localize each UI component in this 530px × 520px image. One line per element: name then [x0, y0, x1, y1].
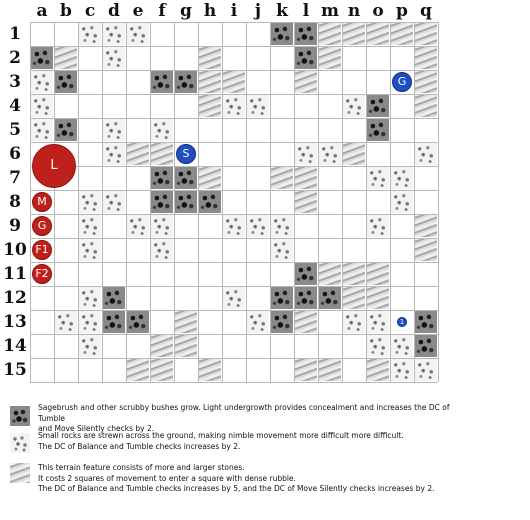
terrain-brush-cell[interactable]	[30, 46, 53, 69]
terrain-stones-cell[interactable]	[414, 46, 437, 69]
grid-line-vertical	[270, 22, 271, 382]
column-label-j: j	[254, 1, 262, 21]
terrain-rocks-cell[interactable]	[222, 94, 245, 117]
terrain-stones-cell[interactable]	[222, 70, 245, 93]
row-label-3: 3	[9, 72, 21, 92]
terrain-brush-cell[interactable]	[150, 166, 173, 189]
terrain-stones-cell[interactable]	[294, 358, 317, 381]
grid-line-vertical	[30, 22, 31, 382]
column-label-l: l	[302, 1, 310, 21]
terrain-stones-cell[interactable]	[414, 94, 437, 117]
token-blue-s[interactable]: S	[176, 144, 196, 164]
grid-line-vertical	[246, 22, 247, 382]
grid-line-vertical	[126, 22, 127, 382]
terrain-stones-cell[interactable]	[318, 22, 341, 45]
terrain-brush-cell[interactable]	[174, 166, 197, 189]
legend-line: This terrain feature consists of more and larger stones.	[38, 463, 245, 472]
terrain-stones-cell[interactable]	[294, 166, 317, 189]
terrain-stones-cell[interactable]	[366, 358, 389, 381]
grid-line-horizontal	[30, 310, 438, 311]
terrain-stones-cell[interactable]	[150, 334, 173, 357]
token-red-l[interactable]: L	[32, 144, 76, 188]
terrain-stones-cell[interactable]	[150, 358, 173, 381]
terrain-rocks-cell[interactable]	[126, 22, 149, 45]
terrain-stones-cell[interactable]	[366, 22, 389, 45]
legend-line: It costs 2 squares of movement to enter a square with dense rubble.	[38, 473, 296, 483]
grid-line-horizontal	[30, 262, 438, 263]
terrain-brush-cell[interactable]	[54, 70, 77, 93]
legend-line: Small rocks are strewn across the ground, making nimble movement more difficult more difficult.	[38, 431, 404, 440]
legend-sagebrush-text	[38, 403, 478, 435]
terrain-stones-cell[interactable]	[174, 310, 197, 333]
terrain-stones-cell[interactable]	[342, 22, 365, 45]
terrain-stones-cell[interactable]	[126, 358, 149, 381]
row-label-14: 14	[3, 336, 27, 356]
terrain-rocks-cell[interactable]	[78, 310, 101, 333]
large-stones-icon	[10, 463, 30, 483]
terrain-stones-cell[interactable]	[414, 214, 437, 237]
grid-line-vertical	[318, 22, 319, 382]
token-blue-g[interactable]: G	[392, 72, 412, 92]
column-label-a: a	[36, 1, 48, 21]
terrain-brush-cell[interactable]	[294, 46, 317, 69]
legend-line: and Move Silently checks by 2.	[38, 424, 155, 433]
terrain-stones-cell[interactable]	[198, 166, 221, 189]
terrain-rocks-cell[interactable]	[366, 214, 389, 237]
terrain-rocks-cell[interactable]	[150, 118, 173, 141]
grid-line-horizontal	[30, 382, 438, 383]
terrain-rocks-cell[interactable]	[78, 238, 101, 261]
terrain-rocks-cell[interactable]	[366, 310, 389, 333]
column-label-n: n	[347, 1, 361, 21]
row-label-2: 2	[9, 48, 21, 68]
terrain-rocks-cell[interactable]	[30, 94, 53, 117]
terrain-brush-cell[interactable]	[294, 262, 317, 285]
terrain-rocks-cell[interactable]	[246, 94, 269, 117]
legend-line: Sagebrush and other scrubby bushes grow. Light undergrowth provides concealment and increases the DC of Tumble	[38, 403, 450, 423]
terrain-stones-cell[interactable]	[294, 70, 317, 93]
terrain-stones-cell[interactable]	[198, 358, 221, 381]
terrain-rocks-cell[interactable]	[150, 238, 173, 261]
terrain-rocks-cell[interactable]	[390, 334, 413, 357]
terrain-rocks-cell[interactable]	[270, 214, 293, 237]
terrain-rocks-cell[interactable]	[342, 94, 365, 117]
terrain-rocks-cell[interactable]	[78, 22, 101, 45]
map-grid[interactable]	[30, 22, 438, 382]
terrain-brush-cell[interactable]	[294, 22, 317, 45]
terrain-rocks-cell[interactable]	[102, 118, 125, 141]
terrain-legend	[0, 395, 530, 520]
terrain-stones-cell[interactable]	[414, 22, 437, 45]
column-label-q: q	[420, 1, 432, 21]
terrain-rocks-cell[interactable]	[366, 166, 389, 189]
legend-line: The DC of Balance and Tumble checks increases by 2.	[38, 441, 241, 451]
grid-line-vertical	[438, 22, 439, 382]
terrain-stones-cell[interactable]	[126, 142, 149, 165]
row-label-10: 10	[3, 240, 27, 260]
grid-line-vertical	[198, 22, 199, 382]
terrain-stones-cell[interactable]	[366, 262, 389, 285]
terrain-brush-cell[interactable]	[270, 22, 293, 45]
terrain-stones-cell[interactable]	[198, 70, 221, 93]
row-label-15: 15	[3, 360, 27, 380]
grid-line-horizontal	[30, 46, 438, 47]
terrain-stones-cell[interactable]	[198, 46, 221, 69]
terrain-rocks-cell[interactable]	[246, 310, 269, 333]
column-label-m: m	[321, 1, 339, 21]
grid-line-horizontal	[30, 286, 438, 287]
terrain-rocks-cell[interactable]	[342, 310, 365, 333]
row-label-13: 13	[3, 312, 27, 332]
grid-line-horizontal	[30, 190, 438, 191]
column-label-d: d	[108, 1, 120, 21]
terrain-rocks-cell[interactable]	[246, 214, 269, 237]
grid-line-vertical	[78, 22, 79, 382]
column-label-c: c	[84, 1, 96, 21]
grid-line-vertical	[222, 22, 223, 382]
terrain-brush-cell[interactable]	[270, 310, 293, 333]
terrain-brush-cell[interactable]	[102, 286, 125, 309]
column-label-p: p	[396, 1, 408, 21]
terrain-rocks-cell[interactable]	[150, 214, 173, 237]
grid-line-vertical	[390, 22, 391, 382]
terrain-rocks-cell[interactable]	[390, 166, 413, 189]
column-label-i: i	[230, 1, 238, 21]
terrain-stones-cell[interactable]	[294, 310, 317, 333]
terrain-brush-cell[interactable]	[366, 94, 389, 117]
terrain-rocks-cell[interactable]	[102, 142, 125, 165]
terrain-rocks-cell[interactable]	[78, 286, 101, 309]
terrain-stones-cell[interactable]	[342, 286, 365, 309]
row-label-7: 7	[9, 168, 21, 188]
terrain-brush-cell[interactable]	[174, 70, 197, 93]
grid-line-vertical	[342, 22, 343, 382]
terrain-brush-cell[interactable]	[150, 70, 173, 93]
grid-line-vertical	[294, 22, 295, 382]
terrain-brush-cell[interactable]	[366, 118, 389, 141]
terrain-stones-cell[interactable]	[294, 190, 317, 213]
column-label-o: o	[372, 1, 384, 21]
terrain-rocks-cell[interactable]	[102, 190, 125, 213]
terrain-rocks-cell[interactable]	[270, 238, 293, 261]
terrain-rocks-cell[interactable]	[390, 190, 413, 213]
terrain-stones-cell[interactable]	[54, 46, 77, 69]
grid-line-horizontal	[30, 94, 438, 95]
terrain-stones-cell[interactable]	[174, 334, 197, 357]
column-label-h: h	[203, 1, 217, 21]
column-label-k: k	[276, 1, 288, 21]
token-blue-1[interactable]: 1	[397, 317, 407, 327]
terrain-brush-cell[interactable]	[414, 310, 437, 333]
terrain-rocks-cell[interactable]	[366, 334, 389, 357]
terrain-rocks-cell[interactable]	[222, 286, 245, 309]
grid-line-horizontal	[30, 214, 438, 215]
row-label-11: 11	[3, 264, 27, 284]
grid-line-vertical	[174, 22, 175, 382]
terrain-brush-cell[interactable]	[174, 190, 197, 213]
terrain-stones-cell[interactable]	[390, 22, 413, 45]
row-label-1: 1	[9, 24, 21, 44]
row-label-8: 8	[9, 192, 21, 212]
terrain-brush-cell[interactable]	[270, 286, 293, 309]
grid-line-horizontal	[30, 142, 438, 143]
terrain-rocks-cell[interactable]	[390, 358, 413, 381]
terrain-brush-cell[interactable]	[294, 286, 317, 309]
terrain-stones-cell[interactable]	[150, 142, 173, 165]
terrain-rocks-cell[interactable]	[294, 142, 317, 165]
terrain-rocks-cell[interactable]	[102, 46, 125, 69]
row-label-9: 9	[9, 216, 21, 236]
terrain-rocks-cell[interactable]	[102, 22, 125, 45]
grid-line-vertical	[366, 22, 367, 382]
terrain-rocks-cell[interactable]	[222, 214, 245, 237]
terrain-rocks-cell[interactable]	[318, 142, 341, 165]
terrain-brush-cell[interactable]	[198, 190, 221, 213]
token-red-g[interactable]: G	[32, 216, 52, 236]
terrain-rocks-cell[interactable]	[54, 310, 77, 333]
grid-line-horizontal	[30, 358, 438, 359]
column-label-f: f	[158, 1, 166, 21]
terrain-brush-cell[interactable]	[150, 190, 173, 213]
terrain-stones-cell[interactable]	[318, 358, 341, 381]
token-red-m[interactable]: M	[32, 192, 52, 212]
grid-line-horizontal	[30, 334, 438, 335]
row-label-5: 5	[9, 120, 21, 140]
terrain-stones-cell[interactable]	[270, 166, 293, 189]
terrain-stones-cell[interactable]	[318, 46, 341, 69]
terrain-brush-cell[interactable]	[126, 310, 149, 333]
terrain-stones-cell[interactable]	[342, 262, 365, 285]
grid-line-vertical	[54, 22, 55, 382]
terrain-stones-cell[interactable]	[366, 286, 389, 309]
token-red-f2[interactable]: F2	[32, 264, 52, 284]
sagebrush-icon	[10, 406, 30, 426]
grid-line-horizontal	[30, 118, 438, 119]
column-label-g: g	[180, 1, 192, 21]
row-label-4: 4	[9, 96, 21, 116]
column-label-e: e	[132, 1, 144, 21]
terrain-rocks-cell[interactable]	[30, 118, 53, 141]
terrain-rocks-cell[interactable]	[30, 70, 53, 93]
terrain-stones-cell[interactable]	[414, 238, 437, 261]
terrain-rocks-cell[interactable]	[414, 358, 437, 381]
terrain-stones-cell[interactable]	[318, 262, 341, 285]
terrain-stones-cell[interactable]	[198, 94, 221, 117]
terrain-rocks-cell[interactable]	[78, 334, 101, 357]
grid-line-horizontal	[30, 22, 438, 23]
row-label-12: 12	[3, 288, 27, 308]
terrain-brush-cell[interactable]	[102, 310, 125, 333]
small-rocks-icon	[10, 433, 30, 453]
token-red-f1[interactable]: F1	[32, 240, 52, 260]
grid-line-vertical	[102, 22, 103, 382]
legend-rocks-text	[38, 431, 478, 452]
grid-line-horizontal	[30, 238, 438, 239]
terrain-rocks-cell[interactable]	[78, 214, 101, 237]
legend-stones-text	[38, 463, 478, 495]
terrain-stones-cell[interactable]	[414, 70, 437, 93]
grid-line-vertical	[414, 22, 415, 382]
terrain-brush-cell[interactable]	[54, 118, 77, 141]
terrain-brush-cell[interactable]	[414, 334, 437, 357]
column-label-b: b	[60, 1, 72, 21]
grid-line-horizontal	[30, 166, 438, 167]
terrain-rocks-cell[interactable]	[414, 142, 437, 165]
grid-line-vertical	[150, 22, 151, 382]
legend-line: The DC of Balance and Tumble checks increases by 5, and the DC of Move Silently checks increases by 2.	[38, 484, 435, 493]
terrain-brush-cell[interactable]	[318, 286, 341, 309]
terrain-rocks-cell[interactable]	[126, 214, 149, 237]
grid-line-horizontal	[30, 70, 438, 71]
row-label-6: 6	[9, 144, 21, 164]
terrain-rocks-cell[interactable]	[78, 190, 101, 213]
terrain-stones-cell[interactable]	[342, 142, 365, 165]
